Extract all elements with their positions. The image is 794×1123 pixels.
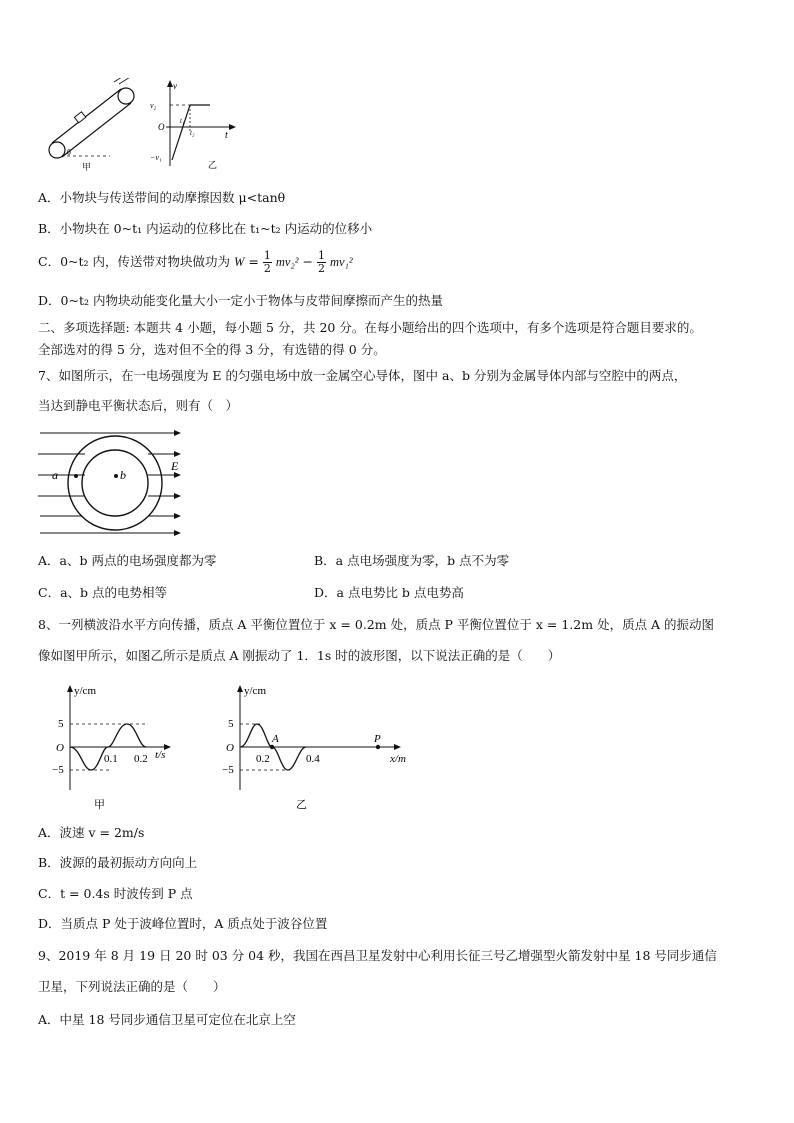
jia-caption: 甲 <box>94 799 105 810</box>
jia-xlabel: t/s <box>155 749 166 761</box>
v-axis-label: v <box>173 81 177 91</box>
caption-yi: 乙 <box>208 160 218 170</box>
theta-label: θ <box>67 148 71 157</box>
yi-point-a-label: A <box>272 733 279 745</box>
vt-graph <box>150 80 236 170</box>
field-E-label: E <box>171 459 179 473</box>
q6-c-W: W <box>233 255 245 269</box>
section2-line2: 全部选对的得 5 分，选对但不全的得 3 分，有选错的得 0 分。 <box>38 342 386 357</box>
conveyor-belt-figure <box>40 78 250 174</box>
belt-diagram <box>49 78 135 172</box>
q8-option-d: D．当质点 P 处于波峰位置时，A 质点处于波谷位置 <box>38 916 328 931</box>
q6-c-term2: mv₁² <box>329 255 353 269</box>
q6-option-c-prefix: C．0~t₂ 内，传送带对物块做功为 <box>38 254 230 269</box>
q6-c-frac2: $\frac{1}{2}$ <box>317 249 325 275</box>
inner-cavity <box>82 450 148 516</box>
t-axis-label: t <box>225 130 228 141</box>
jia-ylabel: y/cm <box>74 685 96 697</box>
q8-stem-1: 8、一列横波沿水平方向传播，质点 A 平衡位置位于 x = 0.2m 处，质点 P 平衡位置位于 x = 1.2m 处，质点 A 的振动图 <box>38 617 715 632</box>
t1-label: t₁ <box>180 117 185 125</box>
jia-origin: O <box>56 742 64 754</box>
q6-option-a: A．小物块与传送带间的动摩擦因数 μ<tanθ <box>38 190 286 205</box>
q6-c-term1: mv₂² <box>275 255 299 269</box>
jia-ypos: 5 <box>58 718 64 730</box>
q6-option-d: D．0~t₂ 内物块动能变化量大小一定小于物体与皮带间摩擦而产生的热量 <box>38 293 443 308</box>
q6-option-b: B．小物块在 0~t₁ 内运动的位移比在 t₁~t₂ 内运动的位移小 <box>38 221 373 236</box>
yi-caption: 乙 <box>296 799 307 810</box>
t2-label: t₂ <box>190 129 195 137</box>
point-a-label: a <box>52 468 58 482</box>
yi-xlabel: x/m <box>390 753 406 765</box>
q9-option-a: A．中星 18 号同步通信卫星可定位在北京上空 <box>38 1012 296 1027</box>
yi-x1: 0.2 <box>256 753 270 765</box>
jia-x2: 0.2 <box>134 753 148 765</box>
yi-yneg: −5 <box>222 764 234 776</box>
q7-stem-2: 当达到静电平衡状态后，则有（ ） <box>38 398 239 413</box>
q6-c-minus: − <box>302 254 313 269</box>
q7-option-c: C．a、b 点的电势相等 <box>38 585 167 600</box>
q8-stem-2: 像如图甲所示，如图乙所示是质点 A 刚振动了 1．1s 时的波形图，以下说法正确的是（ ） <box>38 648 561 663</box>
q8-option-a: A．波速 v = 2m/s <box>38 825 145 840</box>
q7-option-a: A．a、b 两点的电场强度都为零 <box>38 553 217 568</box>
yi-origin: O <box>226 742 234 754</box>
caption-jia: 甲 <box>82 162 92 172</box>
conductor-figure <box>38 428 188 538</box>
yi-ylabel: y/cm <box>244 685 266 697</box>
jia-yneg: −5 <box>52 764 64 776</box>
yi-point-p-label: P <box>374 733 381 745</box>
q9-stem-1: 9、2019 年 8 月 19 日 20 时 03 分 04 秒，我国在西昌卫星发射中心利用长征三号乙增强型火箭发射中星 18 号同步通信 <box>38 948 717 963</box>
neg-v1-label: −v₁ <box>150 153 162 162</box>
v2-label: v₂ <box>150 101 157 110</box>
q6-option-c <box>38 250 353 275</box>
yi-x2: 0.4 <box>306 753 320 765</box>
q7-stem-1: 7、如图所示，在一电场强度为 E 的匀强电场中放一金属空心导体，图中 a、b 分别为金属导体内部与空腔中的两点， <box>38 368 687 383</box>
q8-option-c: C．t = 0.4s 时波传到 P 点 <box>38 886 193 901</box>
q6-c-eq: = <box>248 254 259 269</box>
point-a-dot <box>74 474 78 478</box>
q8-option-b: B．波源的最初振动方向向上 <box>38 855 198 870</box>
vibration-graph-jia <box>50 680 180 810</box>
point-b-label: b <box>120 468 126 482</box>
origin-label: O <box>158 122 165 132</box>
yi-point-a-dot <box>270 745 274 749</box>
jia-x1: 0.1 <box>104 753 118 765</box>
yi-ypos: 5 <box>228 718 234 730</box>
q7-option-d: D．a 点电势比 b 点电势高 <box>314 585 464 600</box>
point-b-dot <box>114 474 118 478</box>
section2-line1: 二、多项选择题: 本题共 4 小题，每小题 5 分，共 20 分。在每小题给出的四个选项中，有多个选项是符合题目要求的。 <box>38 320 702 335</box>
q6-c-frac1: $\frac{1}{2}$ <box>263 249 271 275</box>
q9-stem-2: 卫星，下列说法正确的是（ ） <box>38 979 226 994</box>
q7-option-b: B．a 点电场强度为零，b 点不为零 <box>314 553 510 568</box>
yi-point-p-dot <box>376 745 380 749</box>
waveform-graph-yi <box>220 680 420 810</box>
